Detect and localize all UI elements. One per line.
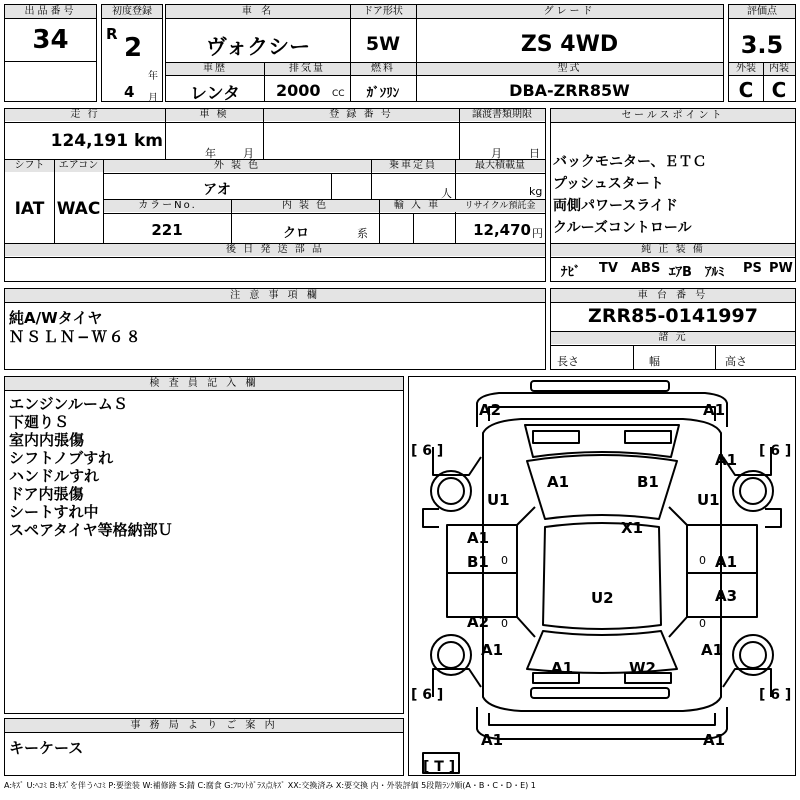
sales-point-1: バックモニター、ＥＴＣ xyxy=(553,154,707,170)
mark-back-door-left: A1 xyxy=(551,659,574,677)
chassis-box xyxy=(550,288,796,370)
sales-points-box xyxy=(550,108,796,282)
fuel: ｶﾞｿﾘﾝ xyxy=(366,86,400,101)
mark-rear-bumper-right: A1 xyxy=(703,731,726,749)
mark-front-bumper-left: A2 xyxy=(479,401,502,419)
inspector-line-4: シフトノブすれ xyxy=(9,449,114,467)
fuel-label: 燃料 xyxy=(350,63,416,75)
reg-month-unit: 月 xyxy=(148,93,158,104)
inspector-line-3: 室内内張傷 xyxy=(9,431,85,449)
handle-mark-left-front: 0 xyxy=(501,554,508,567)
damage-diagram-box xyxy=(408,376,796,776)
displacement-unit: CC xyxy=(332,89,345,99)
equipment-alloy: ｱﾙﾐ xyxy=(705,265,725,280)
mark-windshield: X1 xyxy=(621,519,644,537)
interior-color-label: 内 装 色 xyxy=(231,200,379,212)
mark-hood-right: B1 xyxy=(637,473,659,491)
caution-line-2: ＮＳＬＮ−Ｗ６８ xyxy=(9,328,143,346)
capacity-label: 乗車定員 xyxy=(371,160,455,172)
equipment-airbag: ｴｱB xyxy=(669,265,692,280)
sales-point-4: クルーズコントロール xyxy=(553,220,692,236)
spec-width: 幅 xyxy=(649,355,660,368)
recycle-label: リサイクル預託金 xyxy=(455,200,545,212)
grade-label: グレード xyxy=(416,5,723,19)
mark-back-door-right: W2 xyxy=(629,659,656,677)
sales-point-3: 両側パワースライド xyxy=(553,198,678,214)
history-label: 車歴 xyxy=(166,63,264,75)
lot-number: 34 xyxy=(32,25,69,55)
inspector-line-5: ハンドルすれ xyxy=(9,467,100,485)
mark-rear-bumper-left: A1 xyxy=(481,731,504,749)
recycle-unit: 円 xyxy=(532,227,543,240)
later-parts-label: 後 日 発 送 部 品 xyxy=(5,244,545,256)
mark-front-bumper-right: A1 xyxy=(703,401,726,419)
registration-no-label: 登 録 番 号 xyxy=(263,109,459,121)
score-box xyxy=(728,4,796,102)
chassis-label: 車 台 番 号 xyxy=(551,289,795,303)
exterior-grade: C xyxy=(738,78,754,102)
reg-year: 2 xyxy=(124,33,143,63)
inspector-box xyxy=(4,376,404,714)
inspection-label: 車 検 xyxy=(165,109,263,121)
equipment-tv: TV xyxy=(599,261,618,276)
car-name: ヴォクシー xyxy=(205,35,311,59)
interior-grade: C xyxy=(771,78,787,102)
chassis-number: ZRR85-0141997 xyxy=(588,305,758,327)
lot-box xyxy=(4,4,97,102)
details-box xyxy=(4,108,546,282)
inspector-label: 検 査 員 記 入 欄 xyxy=(5,377,403,391)
inspector-line-8: スペアタイヤ等格納部Ｕ xyxy=(9,521,173,539)
reg-year-unit: 年 xyxy=(148,71,158,82)
mark-front-door-right: A1 xyxy=(715,553,738,571)
inspector-line-1: エンジンルームＳ xyxy=(9,395,128,413)
import-label: 輸 入 車 xyxy=(379,200,455,212)
door-label: ドア形状 xyxy=(350,5,416,19)
interior-label: 内装 xyxy=(763,63,795,75)
mark-rear-fender-left: A1 xyxy=(481,641,504,659)
caution-label: 注 意 事 項 欄 xyxy=(5,289,545,303)
spec-length: 長さ xyxy=(557,355,579,368)
mark-front-fender-right: A1 xyxy=(715,451,738,469)
inspector-line-7: シートすれ中 xyxy=(9,503,99,521)
max-load-label: 最大積載量 xyxy=(455,160,545,172)
handle-mark-right-front: 0 xyxy=(699,554,706,567)
mark-front-door-left-a: A1 xyxy=(467,529,490,547)
shift: IAT xyxy=(14,199,45,219)
reg-month: 4 xyxy=(124,83,135,101)
car-diagram xyxy=(409,377,795,775)
equipment-label: 純 正 装 備 xyxy=(551,244,795,256)
legend-footer: A:ｷｽﾞ U:ﾍｺﾐ B:ｷｽﾞを伴うﾍｺﾐ P:要塗装 W:補修跡 S:錆 C:腐食 G:ﾌﾛﾝﾄｶﾞﾗｽ点ｷｽﾞ XX:交換済み X:要交換 内・外装評価 5段階ﾗﾝｸ順(A・B・C・D・E) 1 xyxy=(4,781,536,790)
displacement: 2000 xyxy=(276,81,321,100)
inspector-line-2: 下廻りＳ xyxy=(9,413,70,431)
tire-tread-rear-left: [ 6 ] xyxy=(411,687,444,703)
door-type: 5W xyxy=(365,33,401,55)
car-name-label: 車 名 xyxy=(166,5,350,19)
mileage-label: 走 行 xyxy=(5,109,165,121)
mark-rear-door-left: A2 xyxy=(467,613,490,631)
inspection-year: 年 xyxy=(205,147,216,160)
interior-color: クロ xyxy=(282,226,309,241)
exterior-label: 外装 xyxy=(729,63,763,75)
equipment-abs: ABS xyxy=(631,261,661,276)
caution-box xyxy=(4,288,546,370)
capacity-unit: 人 xyxy=(441,187,452,200)
vehicle-top-box xyxy=(165,4,724,102)
mark-rear-fender-right: A1 xyxy=(701,641,724,659)
office-text: キーケース xyxy=(9,739,84,757)
max-load-unit: kg xyxy=(529,185,543,198)
registration-label: 初度登録 xyxy=(102,5,162,19)
tire-tread-front-right: [ 6 ] xyxy=(759,443,792,459)
shift-label: シフト xyxy=(5,160,54,172)
mark-rear-door-right: A3 xyxy=(715,587,738,605)
inspector-line-6: ドア内張傷 xyxy=(9,485,84,503)
registration-box xyxy=(101,4,163,102)
office-box xyxy=(4,718,404,776)
color-no-label: カラーNo. xyxy=(104,200,231,212)
mileage: 124,191 km xyxy=(50,131,163,151)
ac: WAC xyxy=(56,199,101,219)
sales-point-2: プッシュスタート xyxy=(553,176,664,192)
sales-points-label: セールスポイント xyxy=(551,109,795,123)
mark-front-door-left-b: B1 xyxy=(467,553,489,571)
model-code: DBA-ZRR85W xyxy=(509,81,630,100)
history: レンタ xyxy=(190,84,240,104)
model-label: 型式 xyxy=(416,63,723,75)
mark-front-wheel-right: U1 xyxy=(697,491,720,509)
tire-tread-front-left: [ 6 ] xyxy=(411,443,444,459)
exterior-color: アオ xyxy=(203,182,231,198)
tire-tread-rear-right: [ 6 ] xyxy=(759,687,792,703)
ac-label: エアコン xyxy=(54,160,103,172)
score-label: 評価点 xyxy=(729,5,795,19)
handle-mark-left-rear: 0 xyxy=(501,617,508,630)
color-label: 外 装 色 xyxy=(103,160,371,172)
mark-roof: U2 xyxy=(591,589,614,607)
office-label: 事 務 局 よ り ご 案 内 xyxy=(5,719,403,733)
color-no: 221 xyxy=(151,221,183,239)
era: R xyxy=(106,25,118,43)
score: 3.5 xyxy=(740,31,784,59)
lot-label: 出品番号 xyxy=(5,5,96,19)
displacement-label: 排気量 xyxy=(264,63,350,75)
equipment-pw: PW xyxy=(769,261,793,276)
equipment-navi: ﾅﾋﾞ xyxy=(561,265,581,280)
recycle-fee: 12,470 xyxy=(473,221,531,239)
transfer-label: 譲渡書類期限 xyxy=(459,109,545,121)
mark-hood-left: A1 xyxy=(547,473,570,491)
interior-color-unit: 系 xyxy=(357,227,368,240)
transfer-day: 日 xyxy=(529,147,540,160)
spec-height: 高さ xyxy=(725,355,747,368)
equipment-ps: PS xyxy=(743,261,762,276)
inspection-month: 月 xyxy=(243,147,254,160)
spec-label: 諸 元 xyxy=(551,332,795,344)
caution-line-1: 純A/Wタイヤ xyxy=(9,309,103,327)
mark-front-wheel-left: U1 xyxy=(487,491,510,509)
handle-mark-right-rear: 0 xyxy=(699,617,706,630)
spare-tire-label: [ T ] xyxy=(423,759,456,775)
grade: ZS 4WD xyxy=(520,32,619,57)
transfer-month: 月 xyxy=(491,147,502,160)
